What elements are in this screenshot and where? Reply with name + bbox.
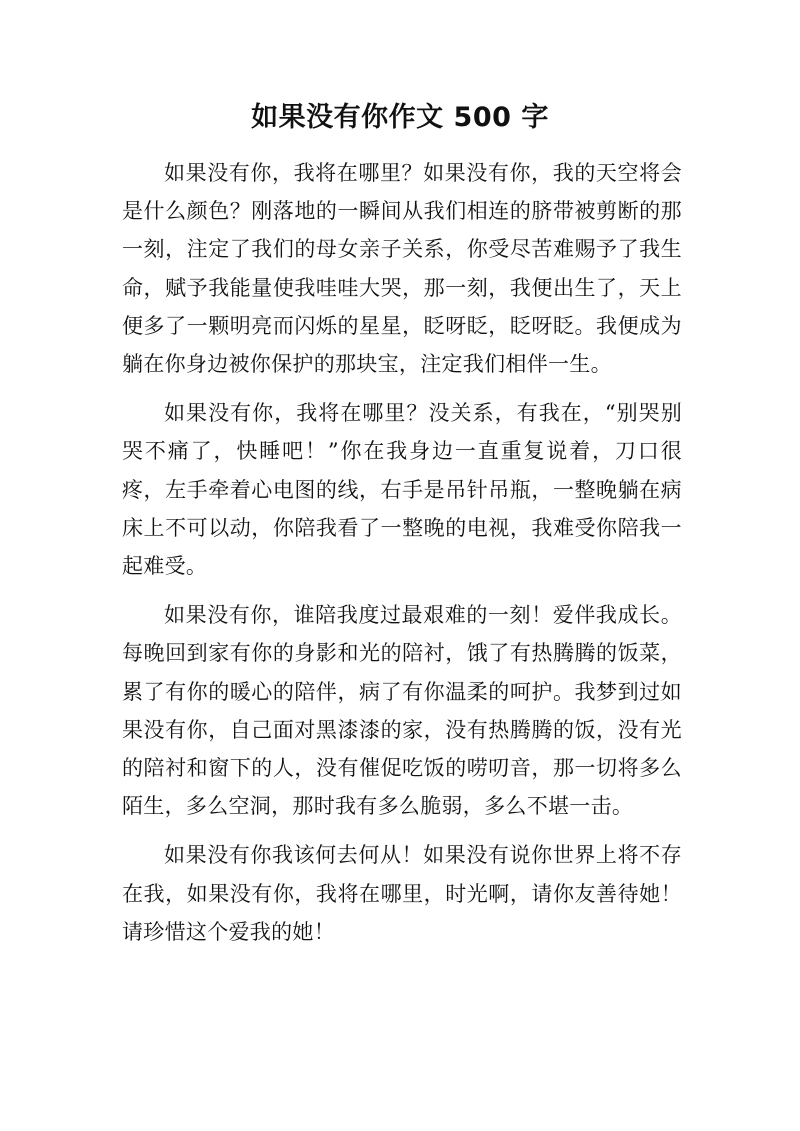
paragraph-1: 如果没有你，我将在哪里？如果没有你，我的天空将会是什么颜色？刚落地的一瞬间从我们相连的脐带被剪断的那一刻，注定了我们的母女亲子关系，你受尽苦难赐予了我生命，赋予我能量使我哇哇大哭，那一刻，我便出生了，天上便多了一颗明亮而闪烁的星星，眨呀眨，眨呀眨。我便成为躺在你身边被你保护的那块宝，注定我们相伴一生。 xyxy=(122,161,682,377)
paragraph-4: 如果没有你我该何去何从！如果没有说你世界上将不存在我，如果没有你，我将在哪里，时光啊，请你友善待她！请珍惜这个爱我的她！ xyxy=(122,843,682,944)
paragraph-3: 如果没有你，谁陪我度过最艰难的一刻！爱伴我成长。每晚回到家有你的身影和光的陪衬，饿了有热腾腾的饭菜，累了有你的暖心的陪伴，病了有你温柔的呵护。我梦到过如果没有你，自己面对黑漆漆的家，没有热腾腾的饭，没有光的陪衬和窗下的人，没有催促吃饭的唠叨音，那一切将多么陌生，多么空洞，那时我有多么脆弱，多么不堪一击。 xyxy=(122,603,682,819)
paragraph-2: 如果没有你，我将在哪里？没关系，有我在，“别哭别哭不痛了，快睡吧！”你在我身边一直重复说着，刀口很疼，左手牵着心电图的线，右手是吊针吊瓶，一整晚躺在病床上不可以动，你陪我看了一整晚的电视，我难受你陪我一起难受。 xyxy=(122,401,682,579)
document-title: 如果没有你作文 500 字 xyxy=(251,102,549,133)
document-body xyxy=(122,154,682,962)
